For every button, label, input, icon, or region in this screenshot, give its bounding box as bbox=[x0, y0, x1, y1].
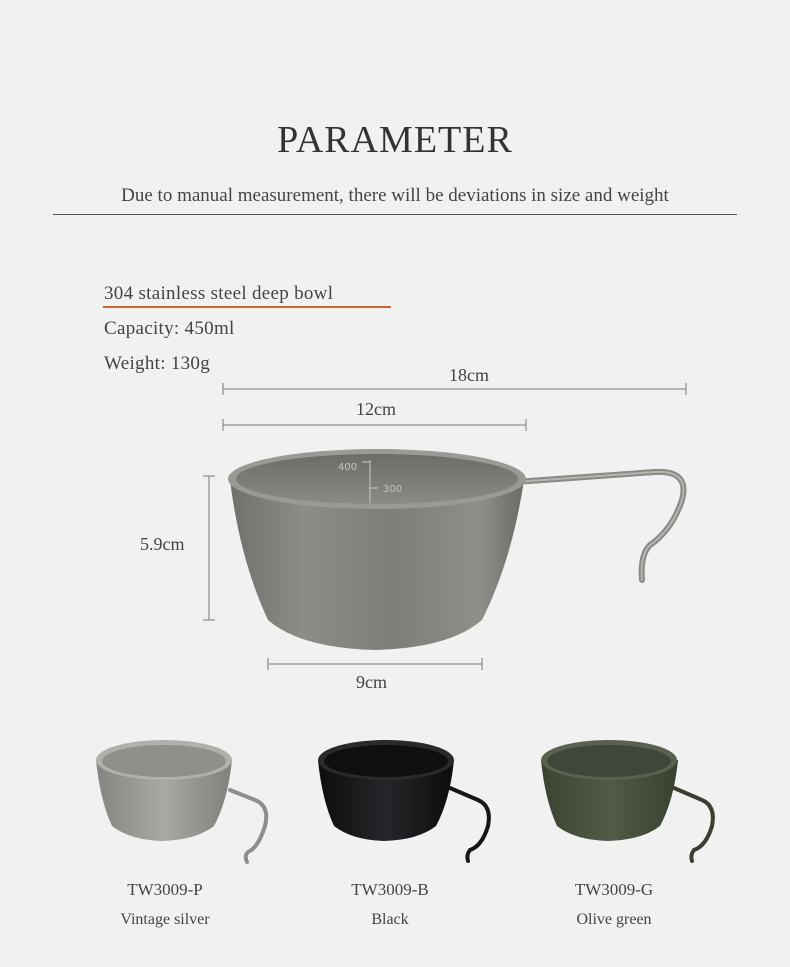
dimension-rim-diameter bbox=[223, 419, 526, 431]
label-base-diameter: 9cm bbox=[356, 672, 387, 692]
variant-black-image bbox=[318, 740, 489, 861]
label-height: 5.9cm bbox=[140, 534, 185, 554]
scale-mark-300: 300 bbox=[383, 484, 403, 495]
label-total-length: 18cm bbox=[449, 365, 489, 385]
variant-black-code: TW3009-B bbox=[351, 880, 429, 899]
dimension-height bbox=[203, 476, 215, 620]
capacity-spec: Capacity: 450ml bbox=[104, 318, 235, 339]
variant-black-color: Black bbox=[371, 911, 409, 928]
variant-silver-image bbox=[96, 740, 266, 862]
dimension-base-diameter bbox=[268, 658, 482, 670]
page-title: PARAMETER bbox=[277, 119, 513, 161]
product-name: 304 stainless steel deep bowl bbox=[104, 283, 334, 304]
variant-olive-image bbox=[541, 740, 713, 861]
variant-olive-code: TW3009-G bbox=[574, 880, 654, 899]
measurement-disclaimer: Due to manual measurement, there will be deviations in size and weight bbox=[121, 185, 669, 206]
variant-olive-color: Olive green bbox=[576, 911, 652, 928]
weight-spec: Weight: 130g bbox=[104, 353, 211, 374]
label-rim-diameter: 12cm bbox=[356, 399, 396, 419]
variant-silver-code: TW3009-P bbox=[127, 880, 203, 899]
scale-mark-400: 400 bbox=[338, 462, 358, 473]
main-bowl-image bbox=[228, 449, 683, 650]
variant-silver-color: Vintage silver bbox=[120, 911, 210, 928]
